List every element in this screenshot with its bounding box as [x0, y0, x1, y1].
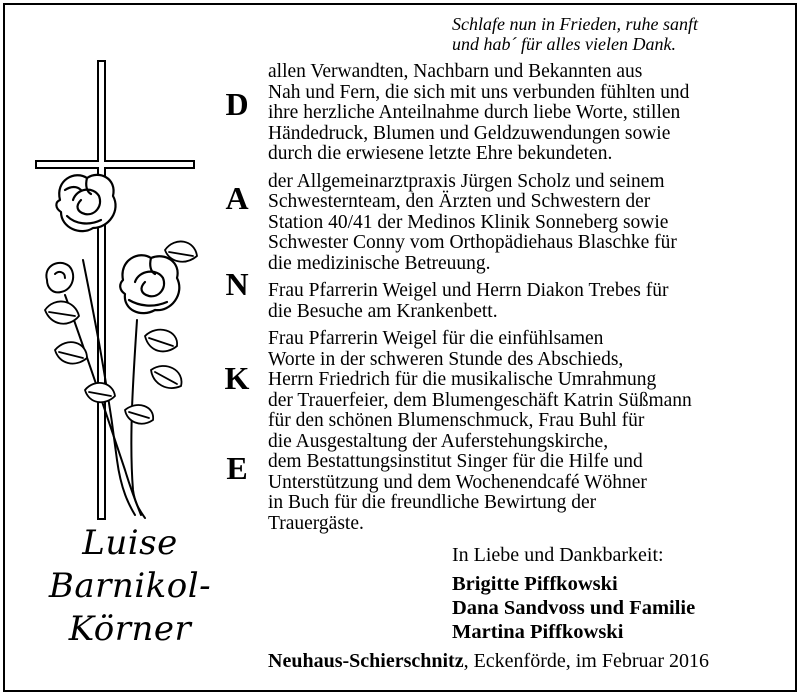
cross-with-roses-icon	[25, 60, 225, 530]
thanks-paragraph-pastoral: Frau Pfarrerin Weigel und Herrn Diakon Trebes für die Besuche am Krankenbett.	[268, 280, 669, 322]
closing-line: In Liebe und Dankbarkeit:	[452, 544, 664, 566]
motto-line-2: und hab´ für alles vielen Dank.	[452, 34, 676, 54]
signer-name: Martina Piffkowski	[452, 621, 624, 643]
deceased-name-line-1: Luise	[82, 523, 178, 563]
motto	[452, 14, 752, 54]
signer-name: Brigitte Piffkowski	[452, 573, 618, 595]
thanks-paragraph-medical: der Allgemeinarztpraxis Jürgen Scholz und seinem Schwesternteam, den Ärzten und Schwestern der Station 40/41 der Medinos Klinik Sonneberg sowie Schwester Conny vom Orthopädiehaus Blaschke für die medizinische Betreuung.	[268, 170, 677, 274]
thanks-body	[268, 62, 768, 534]
place-date-line	[268, 650, 709, 673]
place-name: Neuhaus-Schierschnitz	[268, 650, 464, 672]
thanks-paragraph-funeral: Frau Pfarrerin Weigel für die einfühlsamen Worte in der schweren Stunde des Abschieds, Herrn Friedrich für die musikalische Umrahmung der Trauerfeier, dem Blumengeschäft Katrin Süßmann für den schönen Blumenschmuck, Frau Buhl für die Ausgestaltung der Auferstehungskirche, dem Bestattungsinstitut Singer für die Hilfe und Unterstützung und dem Wochenendcafé Wöhner in Buch für die freundliche Bewirtung der Trauergäste.	[268, 328, 692, 534]
danke-letter-e: E	[226, 450, 248, 486]
motto-line-1: Schlafe nun in Frieden, ruhe sanft	[452, 14, 698, 34]
deceased-name-line-2: Barnikol-	[48, 566, 212, 606]
danke-letter-d: D	[225, 86, 249, 122]
danke-letter-k: K	[224, 360, 250, 396]
thanks-paragraph-relatives: allen Verwandten, Nachbarn und Bekannten aus Nah und Fern, die sich mit uns verbunden fühlten und ihre herzliche Anteilnahme durch liebe Worte, stillen Händedruck, Blumen und Geldzuwendungen sowie durch die erwiesene letzte Ehre bekundeten.	[268, 61, 690, 164]
signer-name: Dana Sandvoss und Familie	[452, 597, 696, 619]
signers-list	[452, 572, 695, 644]
danke-letter-n: N	[225, 266, 249, 302]
place-date-rest: , Eckenförde, im Februar 2016	[463, 650, 710, 672]
danke-letter-a: A	[225, 180, 249, 216]
deceased-name	[30, 522, 230, 651]
deceased-name-line-3: Körner	[68, 609, 192, 649]
